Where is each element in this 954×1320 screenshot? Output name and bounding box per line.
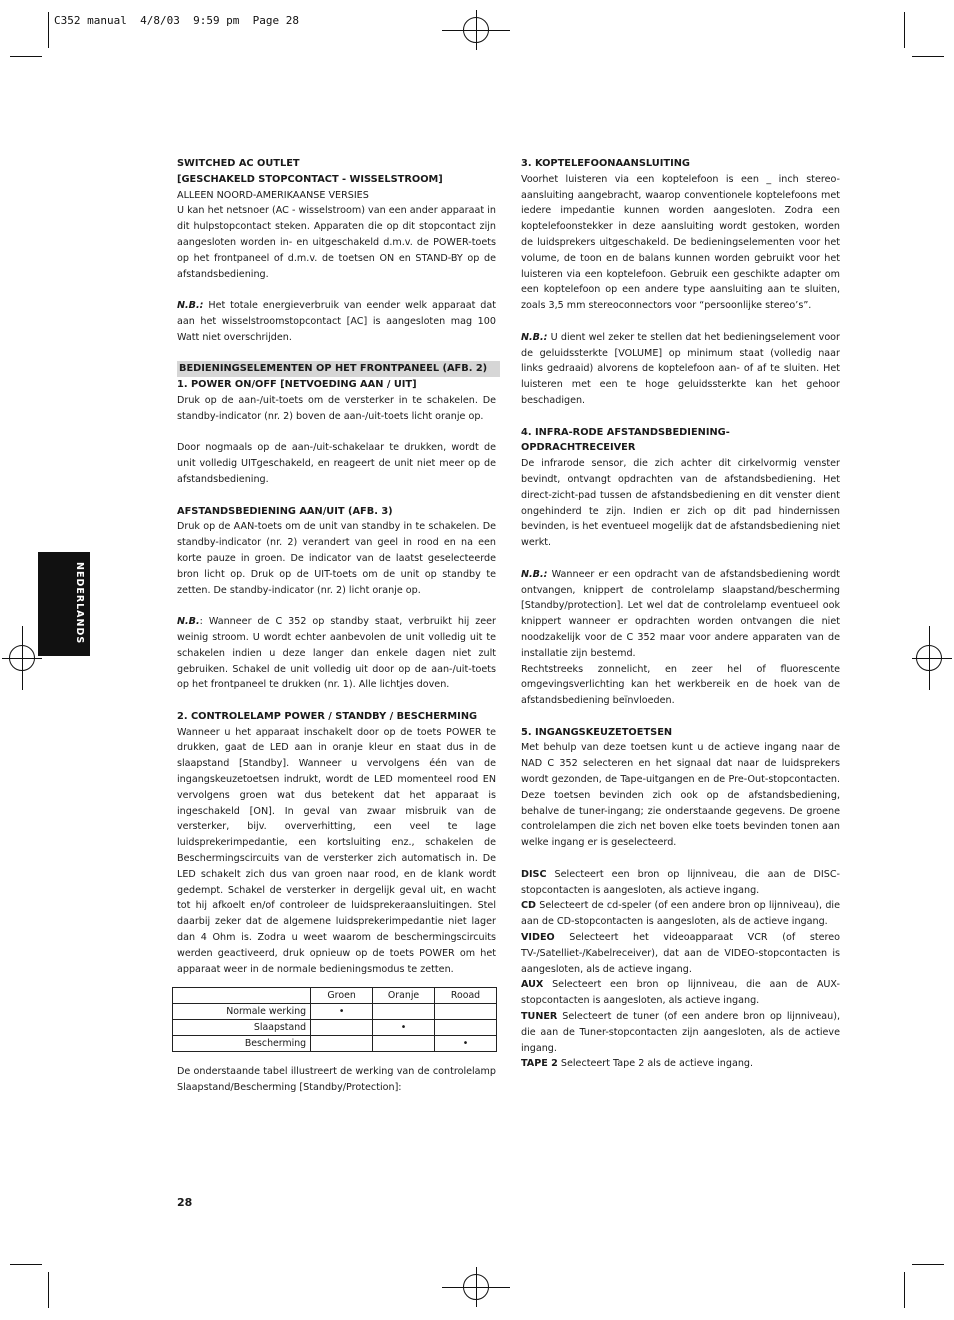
section-title: 4. INFRA-RODE AFSTANDSBEDIENING-OPDRACHTRECEIVER <box>521 426 730 454</box>
note-paragraph <box>177 298 496 345</box>
input-desc: Selecteert een bron op lijnniveau, die aan de DISC-stopcontacten is aangesloten, als actieve ingang. <box>521 868 840 896</box>
crop-mark <box>10 1264 42 1265</box>
crop-mark <box>48 12 49 48</box>
input-desc: Selecteert de cd-speler (of een andere bron op lijnniveau), die aan de CD-stopcontacten is aangesloten, als de actieve ingang. <box>521 900 840 928</box>
section-band-title: BEDIENINGSELEMENTEN OP HET FRONTPANEEL (AFB. 2) <box>177 361 500 377</box>
note-paragraph <box>521 567 840 662</box>
section-title: 3. KOPTELEFOONAANSLUITING <box>521 158 690 169</box>
input-desc: Selecteert Tape 2 als de actieve ingang. <box>557 1058 754 1070</box>
paragraph: Door nogmaals op de aan-/uit-schakelaar te drukken, wordt de unit volledig UITgeschakeld, en reageert de unit niet meer op de afstandsbediening. <box>177 442 496 485</box>
note-text: Wanneer er een opdracht van de afstandsbediening wordt ontvangen, knippert de controlelamp slaapstand/bescherming [Standby/protection]. Let wel dat de controlelamp eventueel ook knippert wanneer er opdrachten worden ontvangen die niet noodzakelijk voor de C 352 maar voor andere apparaten van de installatie zijn bestemd. <box>521 568 840 659</box>
note-paragraph <box>177 614 496 693</box>
input-desc: Selecteert het videoapparaat VCR (of stereo TV-/Satelliet-/Kabelreceiver), dat aan de VIDEO-stopcontacten is aangesloten, als de actieve ingang. <box>521 932 840 975</box>
right-column <box>521 156 840 1072</box>
input-key: VIDEO <box>521 932 555 944</box>
input-item <box>521 898 840 930</box>
crop-mark <box>912 56 944 57</box>
table-row <box>173 1036 497 1052</box>
input-item <box>521 930 840 977</box>
left-column <box>177 156 496 1096</box>
crop-mark <box>48 1272 49 1308</box>
note-label: N.B.: <box>521 331 548 343</box>
note-label: N.B.: <box>177 300 204 312</box>
note-label: N.B. <box>177 616 200 628</box>
paragraph: Rechtstreeks zonnelicht, en zeer hel of fluorescente omgevingsverlichting kan het werkbereik en de hoek van de afstandsbediening beïnvloeden. <box>521 663 840 707</box>
table-row-label: Bescherming <box>173 1036 311 1052</box>
section-title: SWITCHED AC OUTLET <box>177 158 300 169</box>
input-item <box>521 977 840 1009</box>
paragraph: De infrarode sensor, die zich achter dit cirkelvormig venster bevindt, ontvangt opdrachten van de afstandsbediening. Het direct-zicht-pad tussen de afstandsbediening en dit venster dient ongehinderd te zijn. Indien er zich op dit pad hindernissen bevinden, is het eventueel mogelijk dat de afstandsbediening niet werkt. <box>521 458 840 549</box>
table-header-cell: Rooad <box>435 988 497 1004</box>
input-key: CD <box>521 900 537 912</box>
section-title: 1. POWER ON/OFF [NETVOEDING AAN / UIT] <box>177 379 417 391</box>
crop-mark <box>904 12 905 48</box>
paragraph: Met behulp van deze toetsen kunt u de actieve ingang naar de NAD C 352 selecteren en het signaal dat naar de luidsprekers wordt gezonden, de Tape-uitgangen en de Pre-Out-stopcontacten. Deze toetsen bevinden zich ook op de afstandsbediening, behalve de tuner-ingang; zie onderstaande gegevens. De groene controlelampen die zich net boven elke toets bevinden tonen aan welke ingang er is geselecteerd. <box>521 742 840 849</box>
table-cell <box>373 1004 435 1020</box>
table-header-cell: Groen <box>311 988 373 1004</box>
table-cell: • <box>373 1020 435 1036</box>
language-label: NEDERLANDS <box>74 562 85 645</box>
registration-circle <box>463 1274 489 1300</box>
section-title: [GESCHAKELD STOPCONTACT - WISSELSTROOM] <box>177 173 443 185</box>
registration-circle <box>9 645 35 671</box>
input-item <box>521 867 840 899</box>
table-row-label: Normale werking <box>173 1004 311 1020</box>
section-title: 5. INGANGSKEUZETOETSEN <box>521 726 673 738</box>
page-number: 28 <box>177 1196 193 1209</box>
table-cell <box>311 1020 373 1036</box>
note-text: U dient wel zeker te stellen dat het bedieningselement voor de geluidssterkte [VOLUME] op minimum staat (volledig naar links gedraaid) alvorens de koptelefoon aan- of af te sluiten. Het luisteren met een te hoge geluidssterkte kan het gehoor beschadigen. <box>521 331 840 406</box>
section-title: AFSTANDSBEDIENING AAN/UIT (AFB. 3) <box>177 505 393 517</box>
input-desc: Selecteert de tuner (of een andere bron op lijnniveau), die aan de Tuner-stopcontacten zijn aangesloten, als de actieve ingang. <box>521 1011 840 1054</box>
crop-mark <box>904 1272 905 1308</box>
note-label: N.B.: <box>521 568 548 580</box>
input-key: TAPE 2 <box>521 1058 558 1070</box>
input-key: DISC <box>521 868 547 880</box>
paragraph: Wanneer u het apparaat inschakelt door op de toets POWER te drukken, gaat de LED aan in oranje kleur en staat dus in de slaapstand [Standby]. Wanneer u vervolgens één van de ingangskeuzetoetsen indrukt, wordt de LED momenteel rood EN vervolgens groen wat dus betekent dat het apparaat is ingeschakeld [ON]. In geval van zwaar misbruik van de versterker, bijv. oververhitting, een veel te lage luidsprekerimpedantie, een kortsluiting enz., schakelen de Beschermingscircuits van de versterker zich automatisch in. De LED schakelt zich dus van groen naar rood, en de klank wordt gedempt. Schakel de versterker in dergelijk geval uit, en wacht tot hij afkoelt en/of controleer de luidsprekeraansluitingen. Stel daarbij zeker dat de algemene luidsprekerimpedantie niet lager dan 4 Ohm is. Zodra u weet waarom de beschermingscircuits werden geactiveerd, druk opnieuw op de toets POWER om het apparaat weer in de normale bedieningsmodus te zetten. <box>177 726 496 975</box>
table-cell: • <box>435 1036 497 1052</box>
paragraph: U kan het netsnoer (AC - wisselstroom) van een ander apparaat in dit hulpstopcontact steken. Apparaten die op dit stopcontact zijn aangesloten worden in- en uitgeschakeld d.m.v. de POWER-toets op het frontpaneel of d.m.v. de toetsen ON en STAND-BY op de afstandsbediening. <box>177 205 496 280</box>
table-header-row <box>173 988 497 1004</box>
note-text: Het totale energieverbruik van eender welk apparaat dat aan het wisselstroomstopcontact [AC] is aangesloten mag 100 Watt niet overschrijden. <box>177 300 496 343</box>
paragraph: Voorhet luisteren via een koptelefoon is een _ inch stereo-aansluiting aangebracht, waarop conventionele koptelefoons met iedere impedantie kunnen worden aangesloten. Zodra een koptelefoonstekker in deze aansluiting wordt gestoken, worden de luidsprekers uitgeschakeld. De bedieningselementen voor het volume, de toon en de balans kunnen worden gebruikt voor het luisteren via een koptelefoon. Gebruik een geschikte adapter om een koptelefoon op een andere type aansluiting aan te sluiten, zoals 3,5 mm stereoconnectors voor “persoonlijke stereo’s”. <box>521 173 840 312</box>
input-item <box>521 1056 840 1072</box>
version-note: ALLEEN NOORD-AMERIKAANSE VERSIES <box>177 189 369 201</box>
paragraph: Druk op de aan-/uit-toets om de versterker in te schakelen. De standby-indicator (nr. 2) boven de aan-/uit-toets licht oranje op. <box>177 394 496 422</box>
language-tab <box>38 552 90 656</box>
print-header: C352 manual 4/8/03 9:59 pm Page 28 <box>54 14 300 27</box>
input-desc: Selecteert een bron op lijnniveau, die aan de AUX-stopcontacten is aangesloten, als actieve ingang. <box>521 979 840 1007</box>
crop-mark <box>10 56 42 57</box>
table-cell <box>373 1036 435 1052</box>
registration-circle <box>916 645 942 671</box>
indicator-table <box>172 987 497 1052</box>
table-cell: • <box>311 1004 373 1020</box>
crop-mark <box>912 1264 944 1265</box>
table-cell <box>435 1004 497 1020</box>
note-paragraph <box>521 330 840 409</box>
table-row-label: Slaapstand <box>173 1020 311 1036</box>
input-key: AUX <box>521 979 544 991</box>
table-row <box>173 1004 497 1020</box>
registration-circle <box>463 17 489 43</box>
table-cell <box>311 1036 373 1052</box>
table-header-cell: Oranje <box>373 988 435 1004</box>
table-header-cell <box>173 988 311 1004</box>
input-item <box>521 1009 840 1056</box>
section-title: 2. CONTROLELAMP POWER / STANDBY / BESCHERMING <box>177 710 478 722</box>
paragraph: Druk op de AAN-toets om de unit van standby in te schakelen. De standby-indicator (nr. 2) verandert van geel in rood en na een korte pauze in groen. De indicator van de laatst geselecteerde bron licht op. Druk op de UIT-toets om de unit op standby te zetten. De standby-indicator (nr. 2) licht oranje op. <box>177 521 496 596</box>
table-row <box>173 1020 497 1036</box>
table-cell <box>435 1020 497 1036</box>
input-key: TUNER <box>521 1011 558 1023</box>
table-caption: De onderstaande tabel illustreert de werking van de controlelamp Slaapstand/Bescherming [Standby/Protection]: <box>177 1066 496 1094</box>
note-text: : Wanneer de C 352 op standby staat, verbruikt hij zeer weinig stroom. U wordt echter aanbevolen de unit volledig uit te schakelen indien u deze langer dan enkele dagen niet zult gebruiken. Schakel de unit volledig uit door op de aan-/uit-toets op het frontpaneel te drukken (nr. 1). Alle lichtjes doven. <box>177 616 496 691</box>
